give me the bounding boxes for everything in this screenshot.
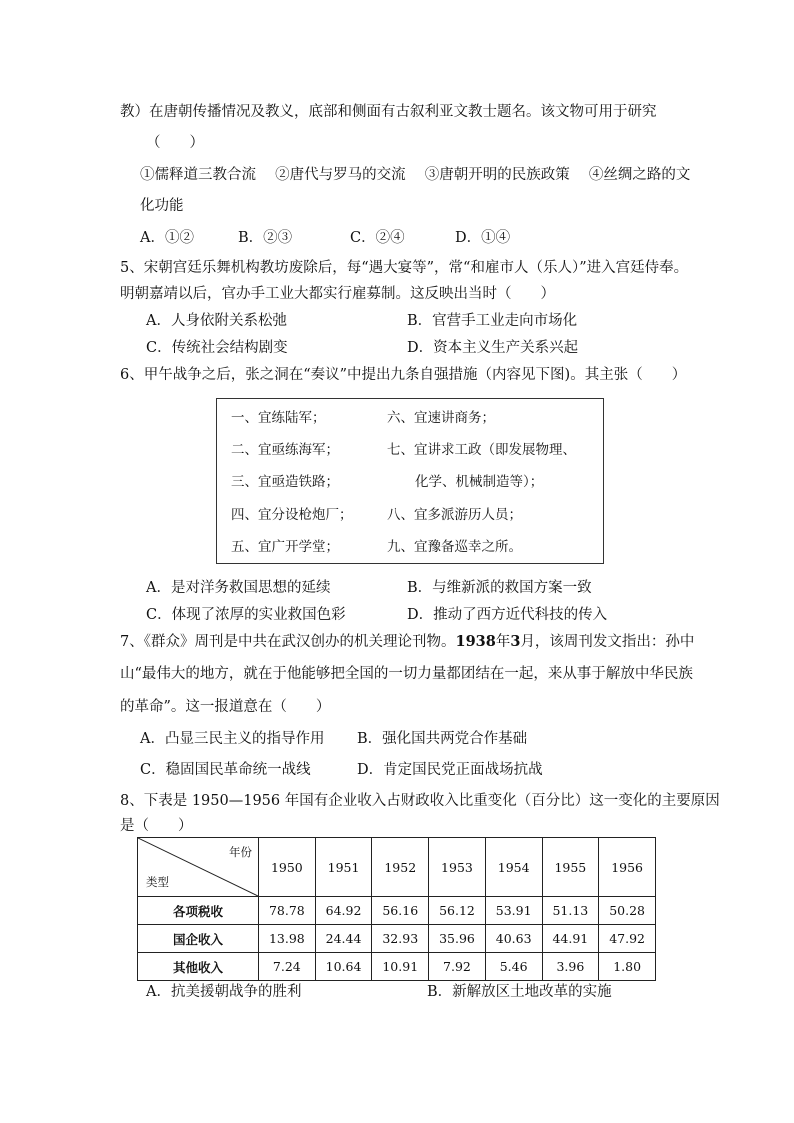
q6-measure-7-cont: 化学、机械制造等）； <box>415 474 544 490</box>
table-cell: 24.44 <box>315 925 372 953</box>
table-cell: 51.13 <box>542 897 599 925</box>
q4-option-a[interactable]: A．①② <box>140 230 194 246</box>
table-corner-cell <box>138 838 259 897</box>
q7-stem-part-e: 月，该周刊发文指出：孙中 <box>520 634 695 650</box>
table-row <box>138 897 656 925</box>
q6-measure-9: 九、宜豫备巡幸之所。 <box>387 539 522 555</box>
q7-month: 3 <box>510 633 521 650</box>
q4-answer-paren: （ ） <box>146 135 204 151</box>
table-cell: 3.96 <box>542 953 599 981</box>
table-cell: 56.16 <box>372 897 429 925</box>
table-cell: 44.91 <box>542 925 599 953</box>
corner-type-label: 类型 <box>146 875 169 889</box>
q7-year-unit: 年 <box>495 634 511 650</box>
table-cell: 32.93 <box>372 925 429 953</box>
q6-measure-4: 四、宜分设枪炮厂； <box>231 507 353 523</box>
q5-option-b[interactable]: B．官营手工业走向市场化 <box>407 313 578 329</box>
table-cell: 7.92 <box>429 953 486 981</box>
q4-option-b[interactable]: B．②③ <box>238 230 293 246</box>
table-cell: 5.46 <box>485 953 542 981</box>
q7-stem-line3: 的革命”。这一报道意在（ ） <box>120 699 331 715</box>
q8-option-a[interactable]: A．抗美援朝战争的胜利 <box>146 984 302 1000</box>
year-header: 1953 <box>429 838 486 897</box>
row-label: 国企收入 <box>138 925 259 953</box>
q4-items-line2: 化功能 <box>140 198 184 214</box>
table-cell: 64.92 <box>315 897 372 925</box>
table-cell: 13.98 <box>259 925 316 953</box>
q6-option-b[interactable]: B．与维新派的救国方案一致 <box>407 580 592 596</box>
q7-stem-line2: 山“最伟大的地方，就在于他能够把全国的一切力量都团结在一起，来从事于解放中华民族 <box>120 666 693 682</box>
q4-option-d[interactable]: D．①④ <box>455 230 511 246</box>
q6-stem-line1: 6、甲午战争之后，张之洞在“奏议”中提出九条自强措施（内容见下图)。其主张（ ） <box>120 367 687 383</box>
q5-stem-line1: 5、宋朝宫廷乐舞机构教坊废除后，每“遇大宴等”，常“和雇市人（乐人）”进入宫廷侍奉。 <box>120 260 689 276</box>
q8-stem-line2: 是（ ） <box>120 818 193 834</box>
q4-option-c[interactable]: C．②④ <box>350 230 405 246</box>
q6-measure-8: 八、宜多派游历人员； <box>387 507 522 523</box>
table-cell: 10.64 <box>315 953 372 981</box>
year-header: 1954 <box>485 838 542 897</box>
corner-year-label: 年份 <box>229 845 252 859</box>
year-header: 1956 <box>599 838 656 897</box>
year-header: 1950 <box>259 838 316 897</box>
table-cell: 56.12 <box>429 897 486 925</box>
table-cell: 53.91 <box>485 897 542 925</box>
q7-year: 1938 <box>455 633 496 650</box>
q7-stem-part-a: 7、《群众》周刊是中共在武汉创办的机关理论刊物。 <box>120 634 456 650</box>
table-cell: 40.63 <box>485 925 542 953</box>
row-label: 各项税收 <box>138 897 259 925</box>
q4-items-line1: ①儒释道三教合流 ②唐代与罗马的交流 ③唐朝开明的民族政策 ④丝绸之路的文 <box>140 167 691 183</box>
q6-measures-box <box>216 398 604 564</box>
q6-measure-7: 七、宜讲求工政（即发展物理、 <box>387 442 576 458</box>
table-cell: 78.78 <box>259 897 316 925</box>
table-cell: 1.80 <box>599 953 656 981</box>
row-label: 其他收入 <box>138 953 259 981</box>
q8-option-b[interactable]: B．新解放区土地改革的实施 <box>427 984 612 1000</box>
q8-stem-line1: 8、下表是 1950—1956 年国有企业收入占财政收入比重变化（百分比）这一变化的主要原因 <box>120 793 720 809</box>
table-cell: 47.92 <box>599 925 656 953</box>
table-cell: 50.28 <box>599 897 656 925</box>
q7-stem-line1 <box>120 632 694 652</box>
q6-measure-6: 六、宜速讲商务； <box>387 410 495 426</box>
year-header: 1951 <box>315 838 372 897</box>
q5-option-d[interactable]: D．资本主义生产关系兴起 <box>407 340 579 356</box>
table-cell: 35.96 <box>429 925 486 953</box>
q5-stem-line2: 明朝嘉靖以后，官办手工业大都实行雇募制。这反映出当时（ ） <box>120 286 555 302</box>
q6-option-c[interactable]: C．体现了浓厚的实业救国色彩 <box>146 607 346 623</box>
q5-option-a[interactable]: A．人身依附关系松弛 <box>146 313 287 329</box>
q5-option-c[interactable]: C．传统社会结构剧变 <box>146 340 288 356</box>
q6-measure-3: 三、宜亟造铁路； <box>231 474 339 490</box>
q7-option-a[interactable]: A．凸显三民主义的指导作用 <box>140 731 325 747</box>
q7-option-d[interactable]: D．肯定国民党正面战场抗战 <box>357 762 543 778</box>
q6-option-a[interactable]: A．是对洋务救国思想的延续 <box>146 580 331 596</box>
q8-revenue-table <box>137 837 656 981</box>
q7-option-c[interactable]: C．稳固国民革命统一战线 <box>140 762 311 778</box>
year-header: 1952 <box>372 838 429 897</box>
q6-option-d[interactable]: D．推动了西方近代科技的传入 <box>407 607 608 623</box>
table-header-row <box>138 838 656 897</box>
q6-measure-5: 五、宜广开学堂； <box>231 539 339 555</box>
q6-measure-1: 一、宜练陆军； <box>231 410 326 426</box>
table-row <box>138 925 656 953</box>
q4-stem-line1: 教）在唐朝传播情况及教义，底部和侧面有古叙利亚文教士题名。该文物可用于研究 <box>120 104 657 120</box>
table-cell: 10.91 <box>372 953 429 981</box>
year-header: 1955 <box>542 838 599 897</box>
table-row <box>138 953 656 981</box>
table-cell: 7.24 <box>259 953 316 981</box>
q7-option-b[interactable]: B．强化国共两党合作基础 <box>357 731 528 747</box>
q6-measure-2: 二、宜亟练海军； <box>231 442 339 458</box>
